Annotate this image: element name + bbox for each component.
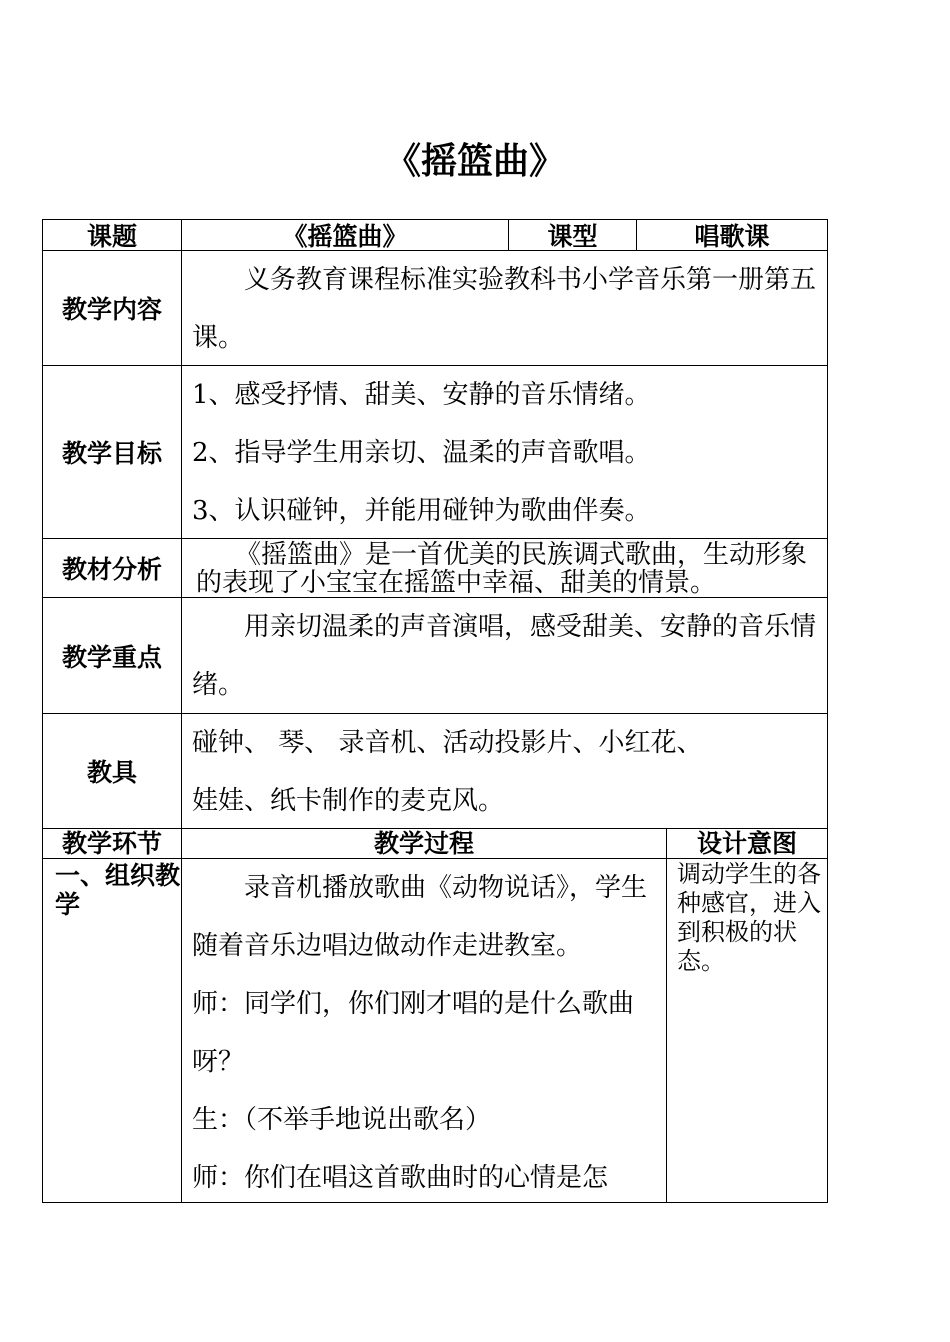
content-text: 义务教育课程标准实验教科书小学音乐第一册第五课。	[192, 265, 817, 353]
stage1-process-cell	[181, 858, 666, 1203]
objective-item-2: 2、指导学生用亲切、温柔的声音歌唱。	[192, 438, 651, 468]
type-label-cell: 课型	[508, 219, 636, 250]
analysis-text: 《摇篮曲》是一首优美的民族调式歌曲，生动形象的表现了小宝宝在摇篮中幸福、甜美的情景。	[196, 540, 808, 598]
topic-label-cell: 课题	[42, 219, 181, 250]
key-points-label-cell: 教学重点	[42, 597, 181, 713]
content-text-cell	[181, 250, 828, 365]
stage1-name: 一、组织教学	[55, 861, 181, 919]
objectives-cell	[181, 365, 828, 538]
tools-label-cell: 教具	[42, 713, 181, 828]
tools-line-2: 娃娃、纸卡制作的麦克风。	[192, 786, 505, 816]
topic-value-cell: 《摇篮曲》	[181, 219, 508, 250]
stage1-process-para-2: 师：同学们，你们刚才唱的是什么歌曲呀？	[192, 989, 635, 1077]
objective-item-3: 3、认识碰钟，并能用碰钟为歌曲伴奏。	[192, 496, 651, 526]
stage1-process-para-3: 生：（不举手地说出歌名）	[192, 1105, 492, 1135]
page-title: 《摇篮曲》	[384, 141, 565, 182]
stage1-process-para-4: 师：你们在唱这首歌曲时的心情是怎	[192, 1163, 609, 1193]
key-points-text-cell	[181, 597, 828, 713]
analysis-text-cell	[181, 538, 828, 597]
objective-item-1: 1、感受抒情、甜美、安静的音乐情绪。	[192, 380, 651, 410]
stage1-intent-cell	[666, 858, 828, 1203]
stage1-name-cell	[42, 858, 181, 1203]
stage-header-cell: 教学环节	[42, 828, 181, 858]
content-label-cell: 教学内容	[42, 250, 181, 365]
analysis-label-cell: 教材分析	[42, 538, 181, 597]
stage1-process-para-1: 录音机播放歌曲《动物说话》，学生随着音乐边唱边做动作走进教室。	[192, 873, 648, 961]
intent-header-cell: 设计意图	[666, 828, 828, 858]
stage1-intent: 调动学生的各种感官，进入到积极的状态。	[677, 860, 821, 975]
tools-line-1: 碰钟、 琴、 录音机、活动投影片、小红花、	[192, 728, 703, 758]
key-points-text: 用亲切温柔的声音演唱，感受甜美、安静的音乐情绪。	[192, 612, 817, 700]
type-value-cell: 唱歌课	[636, 219, 828, 250]
tools-cell	[181, 713, 828, 828]
process-header-cell: 教学过程	[181, 828, 666, 858]
objectives-label-cell: 教学目标	[42, 365, 181, 538]
